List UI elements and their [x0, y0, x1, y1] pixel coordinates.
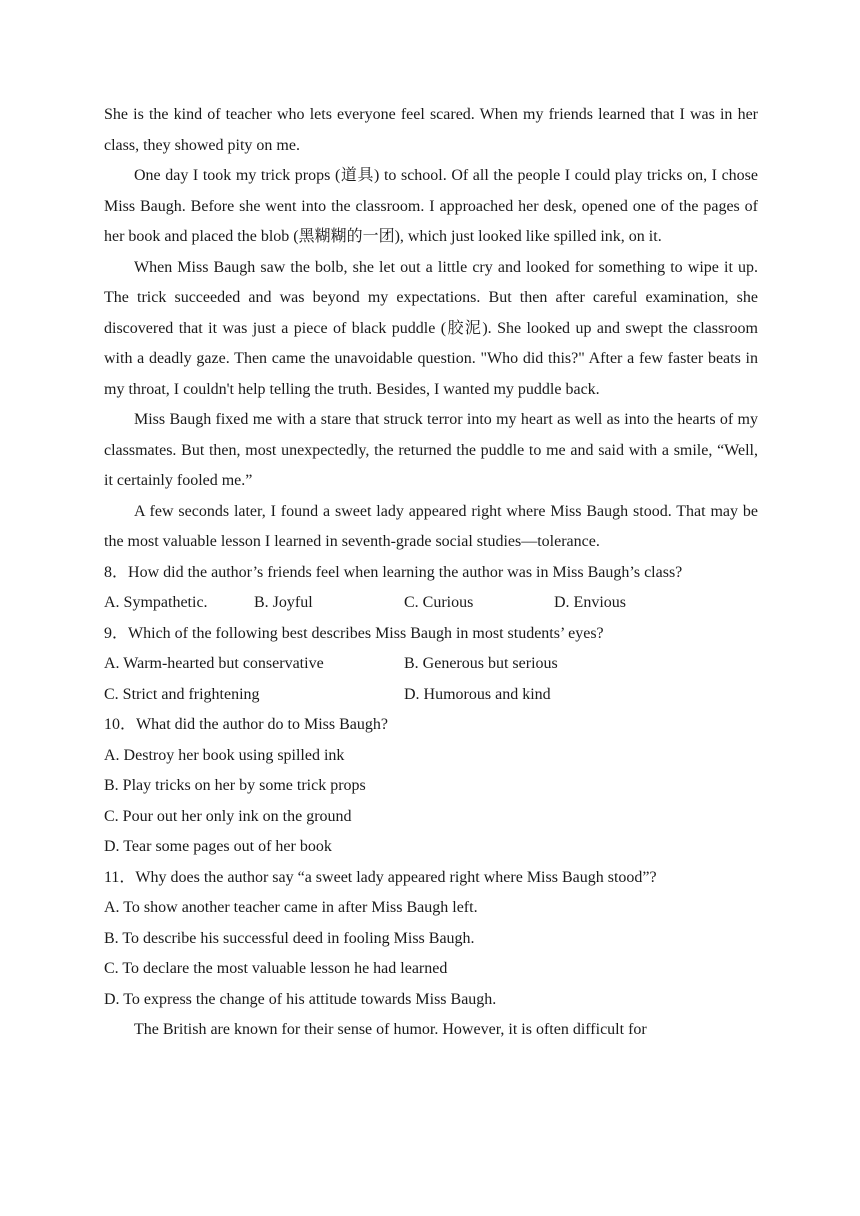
question-10-option-c: C. Pour out her only ink on the ground	[104, 807, 352, 825]
question-11-option-d: D. To express the change of his attitude towards Miss Baugh.	[104, 990, 497, 1008]
question-9-option-d: D. Humorous and kind	[404, 685, 551, 703]
question-10-text: What did the author do to Miss Baugh?	[136, 716, 388, 733]
question-9-option-c: C. Strict and frightening	[104, 685, 260, 703]
question-10-option-b: B. Play tricks on her by some trick props	[104, 777, 366, 794]
question-8-number: 8．	[104, 563, 129, 581]
question-8-option-b: B. Joyful	[254, 594, 313, 611]
question-8-option-c: C. Curious	[404, 594, 474, 611]
next-passage-start: The British are known for their sense of humor. However, it is often difficult for	[134, 1021, 647, 1038]
question-11-text: Why does the author say “a sweet lady appeared right where Miss Baugh stood”?	[135, 868, 657, 886]
passage-paragraph-5: A few seconds later, I found a sweet lady appeared right where Miss Baugh stood. That may be the most valuable lesson I learned in seventh-grade social studies—tolerance.	[104, 502, 758, 550]
question-9-text: Which of the following best describes Miss Baugh in most students’ eyes?	[128, 624, 604, 642]
passage-paragraph-1: She is the kind of teacher who lets everyone feel scared. When my friends learned that I was in her class, they showed pity on me.	[104, 106, 758, 154]
question-8-text: How did the author’s friends feel when learning the author was in Miss Baugh’s class?	[128, 563, 683, 581]
document-page	[104, 100, 758, 1046]
passage-paragraph-3: When Miss Baugh saw the bolb, she let out a little cry and looked for something to wipe it up. The trick succeeded and was beyond my expectations. But then after careful examination, she discovered that it was just a piece of black puddle (胶泥). She looked up and swept the classroom with a deadly gaze. Then came the unavoidable question. "Who did this?" After a few faster beats in my throat, I couldn't help telling the truth. Besides, I wanted my puddle back.	[104, 258, 758, 398]
passage-paragraph-4: Miss Baugh fixed me with a stare that struck terror into my heart as well as into the hearts of my classmates. But then, most unexpectedly, the returned the puddle to me and said with a smile, “Well, it certainly fooled me.”	[104, 411, 758, 489]
question-10-option-a: A. Destroy her book using spilled ink	[104, 746, 345, 764]
question-10-number: 10．	[104, 716, 137, 733]
question-11-number: 11．	[104, 868, 136, 886]
question-9-options-row-2	[104, 680, 758, 711]
question-9-options-row-1	[104, 649, 758, 680]
question-10	[104, 710, 758, 741]
question-8-option-d: D. Envious	[554, 594, 626, 611]
passage-paragraph-2: One day I took my trick props (道具) to school. Of all the people I could play tricks on, I chose Miss Baugh. Before she went into the classroom. I approached her desk, opened one of the pages of her book and placed the blob (黑糊糊的一团), which just looked like spilled ink, on it.	[104, 167, 758, 245]
question-11-option-c: C. To declare the most valuable lesson he had learned	[104, 960, 448, 977]
question-9-option-b: B. Generous but serious	[404, 655, 558, 672]
question-8-option-a: A. Sympathetic.	[104, 594, 208, 611]
question-11-option-a: A. To show another teacher came in after Miss Baugh left.	[104, 899, 478, 916]
question-9-number: 9．	[104, 624, 129, 642]
question-11	[104, 863, 758, 894]
question-10-option-d: D. Tear some pages out of her book	[104, 838, 332, 855]
question-8	[104, 558, 758, 589]
question-9-option-a: A. Warm-hearted but conservative	[104, 655, 324, 672]
question-8-options	[104, 588, 758, 619]
question-9	[104, 619, 758, 650]
question-11-option-b: B. To describe his successful deed in fooling Miss Baugh.	[104, 929, 475, 947]
